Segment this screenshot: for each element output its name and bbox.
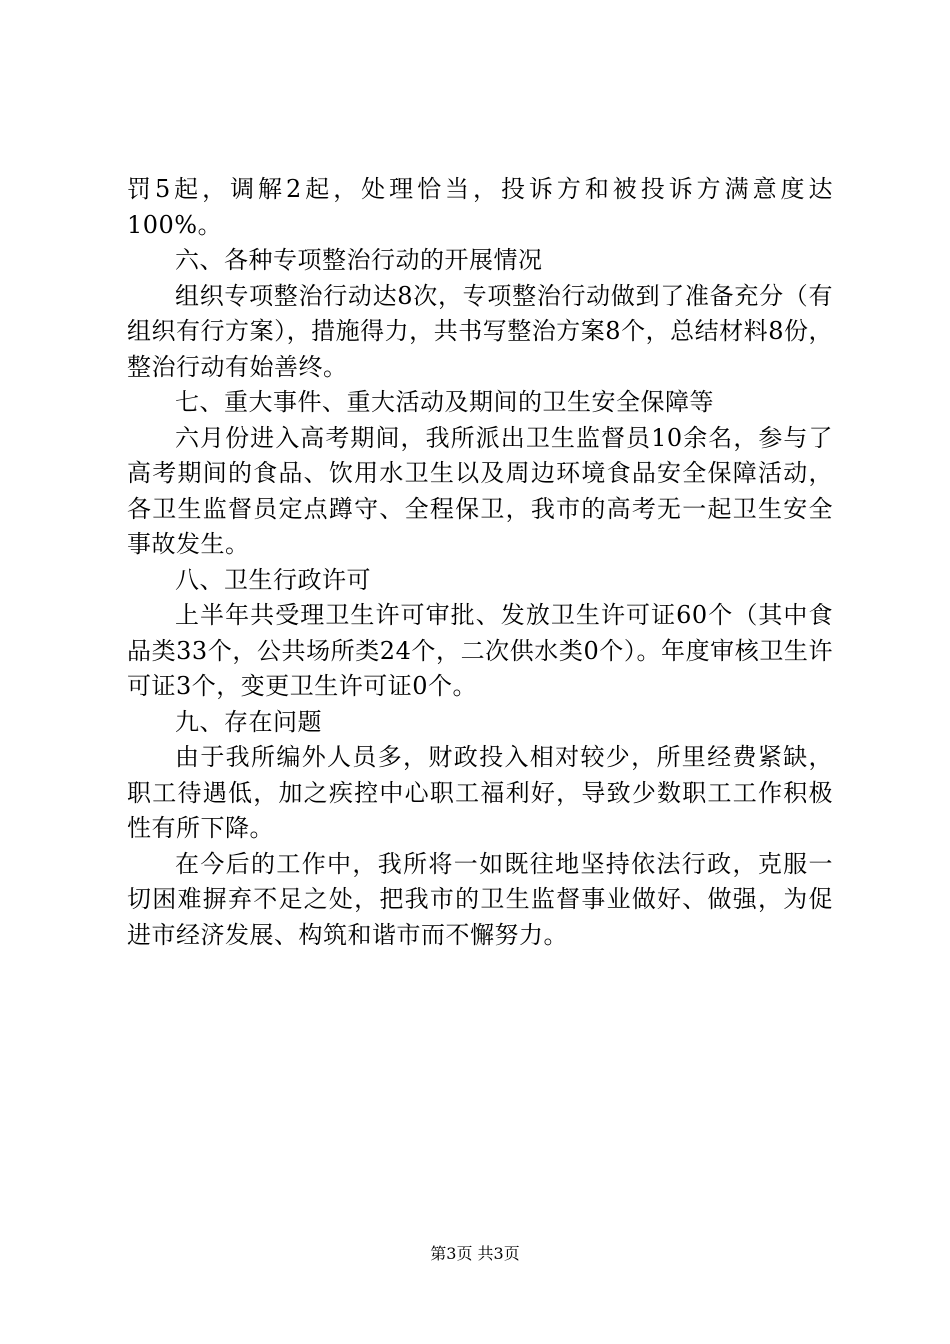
section-heading-6: 六、各种专项整治行动的开展情况	[175, 246, 543, 274]
section-heading-9: 九、存在问题	[175, 707, 322, 736]
closing-paragraph: 在今后的工作中，我所将一如既往地坚持依法行政，克服一切困难摒弃不足之处，把我市的卫生监督事业做好、做强，为促进市经济发展、构筑和谐市而不懈努力。	[127, 849, 833, 949]
section-8-paragraph-1: 上半年共受理卫生许可审批、发放卫生许可证60个（其中食品类33个，公共场所类24个，二次供水类0个）。年度审核卫生许可证3个，变更卫生许可证0个。	[127, 601, 833, 700]
lead-paragraph: 罚5起，调解2起，处理恰当，投诉方和被投诉方满意度达100%。	[127, 175, 833, 239]
page-footer	[0, 1244, 950, 1264]
document-body	[127, 172, 833, 953]
section-7-paragraph-1: 六月份进入高考期间，我所派出卫生监督员10余名，参与了高考期间的食品、饮用水卫生以及周边环境食品安全保障活动，各卫生监督员定点蹲守、全程保卫，我市的高考无一起卫生安全事故发生。	[127, 423, 833, 558]
section-6-paragraph-1: 组织专项整治行动达8次，专项整治行动做到了准备充分（有组织有行方案），措施得力，共书写整治方案8个，总结材料8份，整治行动有始善终。	[127, 281, 833, 381]
page-indicator: 第3页 共3页	[430, 1244, 520, 1263]
section-9-paragraph-1: 由于我所编外人员多，财政投入相对较少，所里经费紧缺，职工待遇低，加之疾控中心职工福利好，导致少数职工工作积极性有所下降。	[127, 743, 833, 842]
section-heading-8: 八、卫生行政许可	[175, 565, 371, 594]
section-heading-7: 七、重大事件、重大活动及期间的卫生安全保障等	[175, 388, 714, 416]
